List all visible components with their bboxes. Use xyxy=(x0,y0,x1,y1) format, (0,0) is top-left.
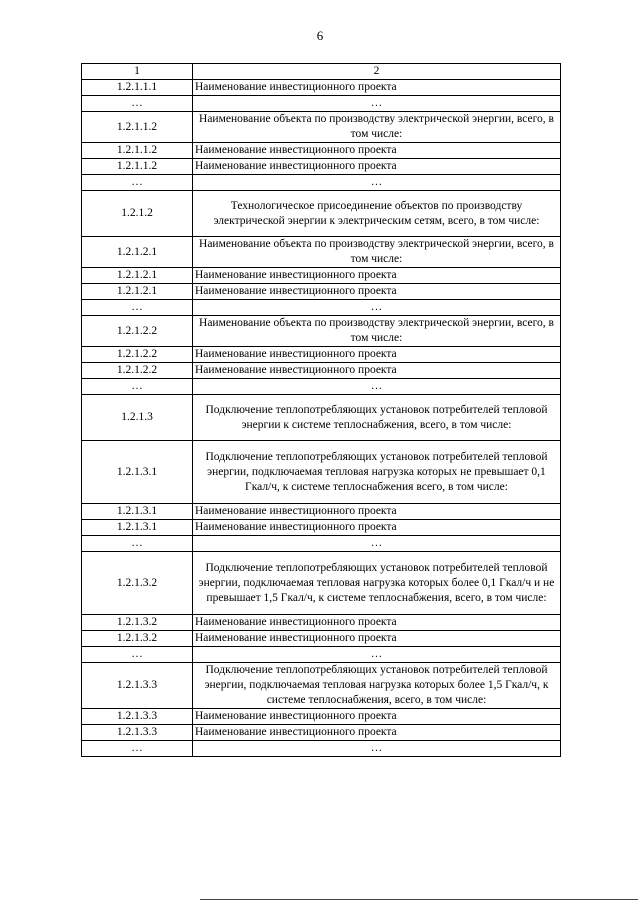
table-row xyxy=(82,159,561,175)
row-code: … xyxy=(82,536,193,552)
table-row xyxy=(82,363,561,379)
row-text: Подключение теплопотребляющих установок потребителей тепловой энергии, подключаемая тепловая нагрузка которых более 1,5 Гкал/ч, к системе теплоснабжения, всего, в том числе: xyxy=(193,663,561,709)
scan-edge-line xyxy=(200,899,638,900)
row-code: 1.2.1.2.2 xyxy=(82,347,193,363)
row-text: … xyxy=(193,379,561,395)
row-text: … xyxy=(193,300,561,316)
table-row xyxy=(82,441,561,504)
table-row xyxy=(82,741,561,757)
row-code: 1.2.1.3.3 xyxy=(82,663,193,709)
table-row xyxy=(82,112,561,143)
row-text: Наименование инвестиционного проекта xyxy=(193,520,561,536)
row-code: … xyxy=(82,300,193,316)
table-row xyxy=(82,631,561,647)
table-row xyxy=(82,725,561,741)
row-text: Наименование инвестиционного проекта xyxy=(193,615,561,631)
row-code: 1.2.1.2.1 xyxy=(82,268,193,284)
row-code: … xyxy=(82,647,193,663)
row-code: 1.2.1.2.1 xyxy=(82,284,193,300)
row-code: 1.2.1.3.2 xyxy=(82,631,193,647)
table-row xyxy=(82,615,561,631)
table-row xyxy=(82,709,561,725)
row-code: … xyxy=(82,741,193,757)
table-row xyxy=(82,520,561,536)
row-code: 1.2.1.2.2 xyxy=(82,363,193,379)
row-text: Наименование объекта по производству электрической энергии, всего, в том числе: xyxy=(193,112,561,143)
table-row xyxy=(82,284,561,300)
row-text: … xyxy=(193,96,561,112)
row-text: Наименование инвестиционного проекта xyxy=(193,504,561,520)
table-header-row xyxy=(82,64,561,80)
table-row xyxy=(82,379,561,395)
table-row xyxy=(82,395,561,441)
row-text: … xyxy=(193,175,561,191)
table-row xyxy=(82,80,561,96)
document-table xyxy=(81,63,561,757)
row-code: … xyxy=(82,96,193,112)
row-code: 1.2.1.3.1 xyxy=(82,504,193,520)
row-text: Наименование инвестиционного проекта xyxy=(193,347,561,363)
table-row xyxy=(82,237,561,268)
table-row xyxy=(82,504,561,520)
row-text: Подключение теплопотребляющих установок потребителей тепловой энергии к системе теплоснабжения, всего, в том числе: xyxy=(193,395,561,441)
table-row xyxy=(82,316,561,347)
table-row xyxy=(82,268,561,284)
table-row xyxy=(82,663,561,709)
row-text: Наименование инвестиционного проекта xyxy=(193,143,561,159)
row-text: Наименование инвестиционного проекта xyxy=(193,284,561,300)
row-code: 1.2.1.2.1 xyxy=(82,237,193,268)
row-text: Наименование инвестиционного проекта xyxy=(193,159,561,175)
row-code: … xyxy=(82,379,193,395)
row-text: Подключение теплопотребляющих установок потребителей тепловой энергии, подключаемая тепловая нагрузка которых более 0,1 Гкал/ч и не превышает 1,5 Гкал/ч, к системе теплоснабжения, всего, в том числе: xyxy=(193,552,561,615)
table-row xyxy=(82,647,561,663)
row-code: 1.2.1.1.2 xyxy=(82,159,193,175)
row-text: Наименование инвестиционного проекта xyxy=(193,80,561,96)
table-row xyxy=(82,536,561,552)
row-text: Подключение теплопотребляющих установок потребителей тепловой энергии, подключаемая тепловая нагрузка которых не превышает 0,1 Гкал/ч, к системе теплоснабжения всего, в том числе: xyxy=(193,441,561,504)
row-text: … xyxy=(193,647,561,663)
row-code: 1.2.1.3 xyxy=(82,395,193,441)
row-code: 1.2.1.3.1 xyxy=(82,441,193,504)
row-code: 1.2.1.3.2 xyxy=(82,615,193,631)
table-row xyxy=(82,175,561,191)
table-row xyxy=(82,347,561,363)
table-row xyxy=(82,552,561,615)
header-cell-1: 1 xyxy=(82,64,193,80)
row-code: 1.2.1.2 xyxy=(82,191,193,237)
row-text: Наименование объекта по производству электрической энергии, всего, в том числе: xyxy=(193,316,561,347)
row-code: 1.2.1.1.2 xyxy=(82,143,193,159)
row-code: 1.2.1.1.1 xyxy=(82,80,193,96)
row-text: Технологическое присоединение объектов по производству электрической энергии к электрическим сетям, всего, в том числе: xyxy=(193,191,561,237)
header-cell-2: 2 xyxy=(193,64,561,80)
row-text: Наименование инвестиционного проекта xyxy=(193,363,561,379)
row-code: … xyxy=(82,175,193,191)
row-text: Наименование инвестиционного проекта xyxy=(193,631,561,647)
table-row xyxy=(82,96,561,112)
row-code: 1.2.1.3.3 xyxy=(82,725,193,741)
row-text: … xyxy=(193,536,561,552)
table-row xyxy=(82,300,561,316)
row-text: Наименование инвестиционного проекта xyxy=(193,709,561,725)
table-row xyxy=(82,143,561,159)
row-code: 1.2.1.3.1 xyxy=(82,520,193,536)
row-text: Наименование инвестиционного проекта xyxy=(193,268,561,284)
row-code: 1.2.1.2.2 xyxy=(82,316,193,347)
page-number: 6 xyxy=(316,28,324,43)
row-text: Наименование объекта по производству электрической энергии, всего, в том числе: xyxy=(193,237,561,268)
row-code: 1.2.1.3.3 xyxy=(82,709,193,725)
row-text: … xyxy=(193,741,561,757)
table-row xyxy=(82,191,561,237)
row-text: Наименование инвестиционного проекта xyxy=(193,725,561,741)
row-code: 1.2.1.1.2 xyxy=(82,112,193,143)
row-code: 1.2.1.3.2 xyxy=(82,552,193,615)
